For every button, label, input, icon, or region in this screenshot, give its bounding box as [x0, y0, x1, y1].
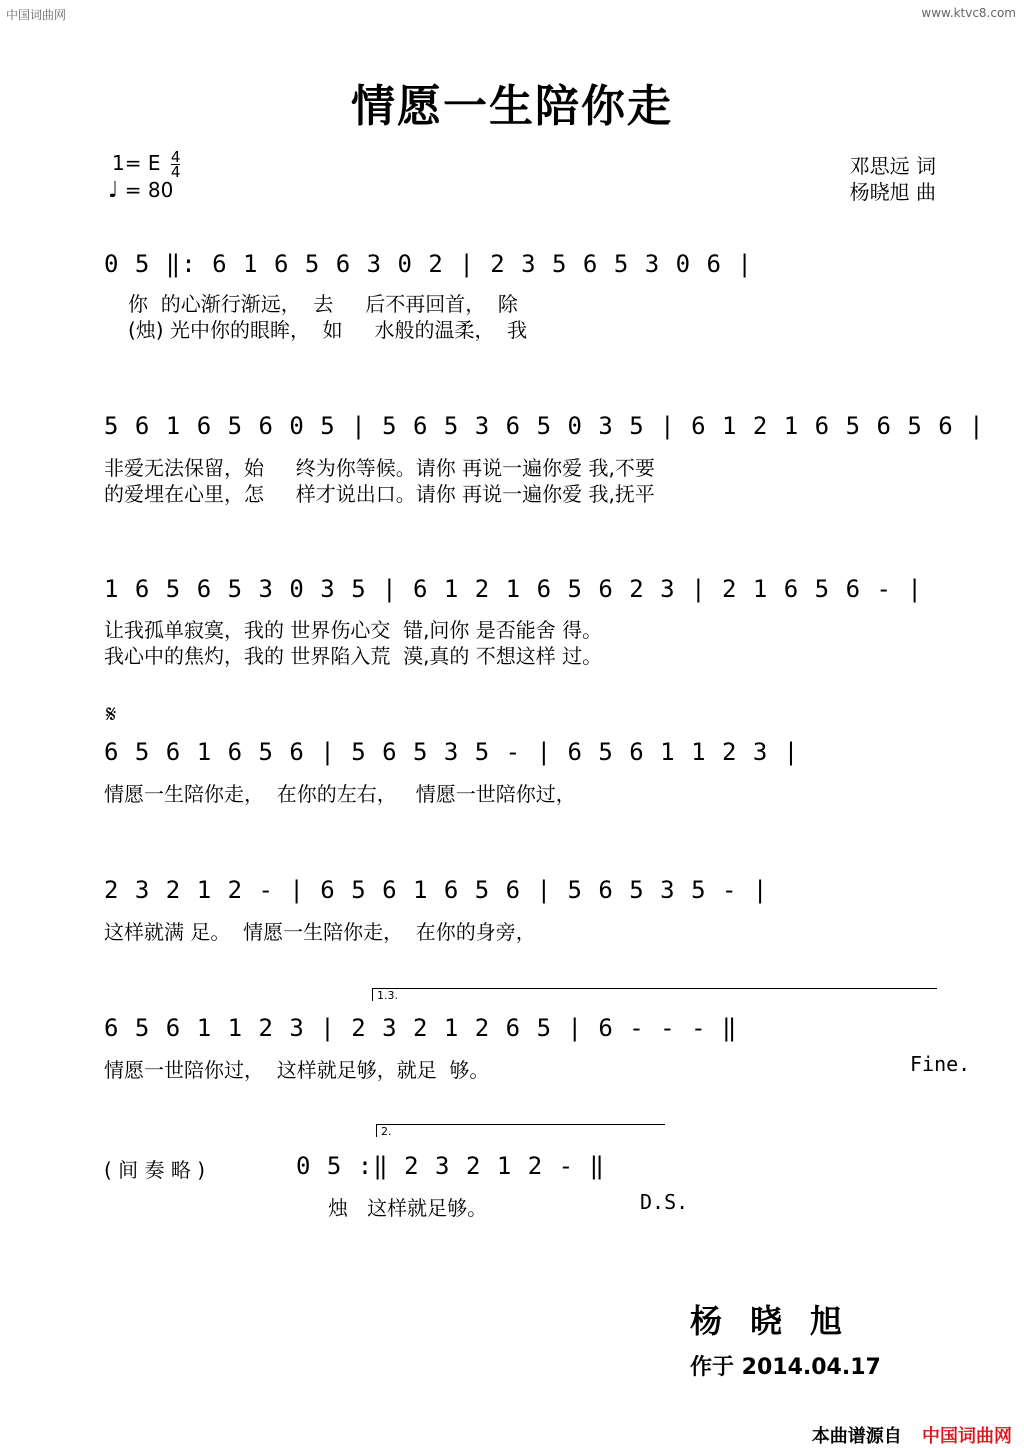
composer-credit: 杨晓旭 曲 — [849, 180, 936, 204]
watermark-right: www.ktvc8.com — [921, 6, 1016, 20]
key-signature — [112, 150, 180, 179]
tempo-value: = 80 — [124, 178, 174, 202]
notation-line-6: 6 5 6 1 1 2 3 | 2 3 2 1 2 6 5 | 6 - - - ‖ — [104, 1014, 738, 1042]
watermark-left: 中国词曲网 — [6, 8, 67, 22]
lyrics-line-3-verse-2: 我心中的焦灼，我的 世界陷入荒 漠,真的 不想这样 过。 — [104, 644, 603, 668]
lyrics-line-2-verse-2: 的爱埋在心里，怎 样才说出口。请你 再说一遍你爱 我,抚平 — [104, 482, 655, 506]
lyricist-credit: 邓思远 词 — [849, 154, 936, 178]
segno-sign: 𝄋 — [106, 700, 117, 728]
notation-line-1: 0 5 ‖: 6 1 6 5 6 3 0 2 | 2 3 5 6 5 3 0 6 | — [104, 250, 753, 278]
notation-line-2: 5 6 1 6 5 6 0 5 | 5 6 5 3 6 5 0 3 5 | 6 1 2 1 6 5 6 5 6 | — [104, 412, 985, 440]
lyrics-line-6: 情愿一世陪你过， 这样就足够，就足 够。 — [104, 1058, 490, 1082]
page-title: 情愿一生陪你走 — [351, 81, 673, 132]
key-label: 1= E — [112, 151, 161, 175]
lyrics-line-7: 烛 这样就足够。 — [328, 1196, 488, 1220]
quarter-note-icon: ♩ — [108, 178, 119, 203]
source-footer — [812, 1422, 1012, 1448]
time-sig-top: 4 — [170, 148, 181, 166]
lyrics-line-3-verse-1: 让我孤单寂寞，我的 世界伤心交 错,问你 是否能舍 得。 — [104, 618, 603, 642]
notation-line-3: 1 6 5 6 5 3 0 3 5 | 6 1 2 1 6 5 6 2 3 | 2 1 6 5 6 - | — [104, 575, 923, 603]
footer-site: 中国词曲网 — [922, 1426, 1012, 1447]
lyrics-line-4: 情愿一生陪你走， 在你的左右， 情愿一世陪你过， — [104, 782, 576, 806]
lyrics-line-1-verse-1: 你 的心渐行渐远， 去 后不再回首， 除 — [128, 292, 518, 316]
tempo-marking — [108, 178, 173, 203]
time-signature — [171, 150, 181, 179]
lyrics-line-2-verse-1: 非爱无法保留，始 终为你等候。请你 再说一遍你爱 我,不要 — [104, 456, 655, 480]
notation-line-7: 0 5 :‖ 2 3 2 1 2 - ‖ — [296, 1152, 605, 1180]
ds-marking: D.S. — [640, 1190, 689, 1214]
footer-prefix: 本曲谱源自 — [811, 1426, 902, 1447]
signature-name: 杨晓旭 — [690, 1302, 871, 1340]
volta-bracket-2: 2. — [376, 1124, 665, 1137]
fine-marking: Fine. — [910, 1052, 971, 1076]
volta-bracket-1: 1.3. — [372, 988, 937, 1001]
notation-line-4: 6 5 6 1 6 5 6 | 5 6 5 3 5 - | 6 5 6 1 1 2 3 | — [104, 738, 800, 766]
interlude-label: ( 间 奏 略 ) — [104, 1158, 206, 1182]
signature-date: 作于 2014.04.17 — [690, 1355, 881, 1380]
time-sig-bottom: 4 — [170, 163, 181, 181]
notation-line-5: 2 3 2 1 2 - | 6 5 6 1 6 5 6 | 5 6 5 3 5 - | — [104, 876, 769, 904]
lyrics-line-1-verse-2: (烛) 光中你的眼眸， 如 水般的温柔， 我 — [128, 318, 528, 342]
lyrics-line-5: 这样就满 足。 情愿一生陪你走， 在你的身旁， — [104, 920, 536, 944]
